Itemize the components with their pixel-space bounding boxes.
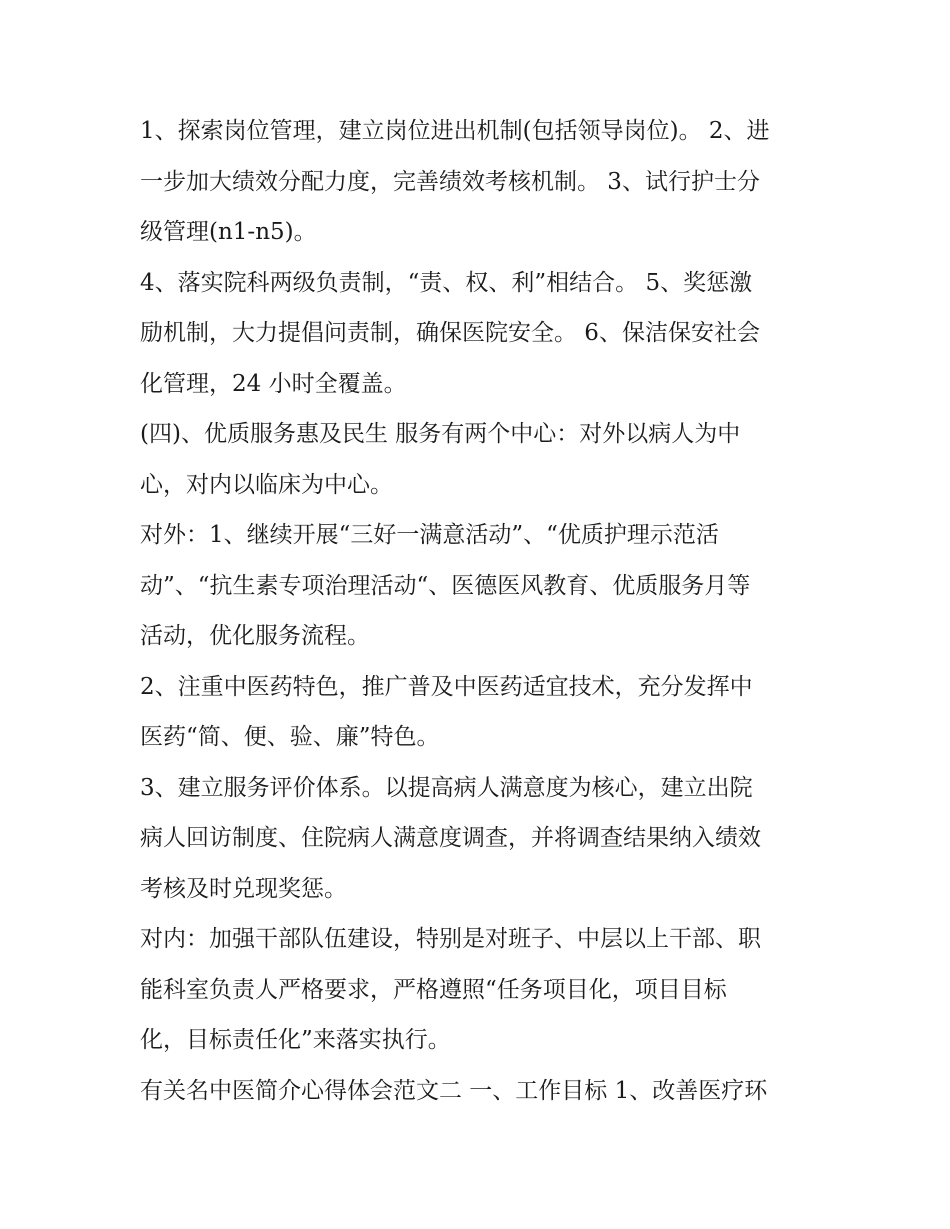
text-line: 4、落实院科两级负责制，“责、权、利”相结合。 5、奖惩激	[140, 269, 753, 296]
text-line: 对内：加强干部队伍建设，特别是对班子、中层以上干部、职	[140, 926, 761, 952]
text-line: 活动，优化服务流程。	[140, 623, 370, 649]
text-line: 化，目标责任化”来落实执行。	[140, 1027, 451, 1053]
text-line: 3、建立服务评价体系。以提高病人满意度为核心，建立出院	[140, 774, 753, 801]
body-text	[140, 106, 820, 1116]
text-line: 1、探索岗位管理，建立岗位进出机制(包括领导岗位)。 2、进	[140, 118, 770, 144]
text-line: 励机制，大力提倡问责制，确保医院安全。 6、保洁保安社会	[140, 320, 760, 346]
text-line: 2、注重中医药特色，推广普及中医药适宜技术，充分发挥中	[140, 673, 753, 700]
text-line: 化管理，24 小时全覆盖。	[140, 370, 407, 397]
text-line: 动”、“抗生素专项治理活动“、医德医风教育、优质服务月等	[140, 572, 751, 599]
text-line: (四)、优质服务惠及民生 服务有两个中心：对外以病人为中	[140, 421, 741, 447]
text-line: 考核及时兑现奖惩。	[140, 875, 347, 902]
text-line: 能科室负责人严格要求，严格遵照“任务项目化，项目目标	[140, 976, 727, 1003]
text-line: 病人回访制度、住院病人满意度调查，并将调查结果纳入绩效	[140, 825, 761, 851]
text-line: 有关名中医简介心得体会范文二 一、工作目标 1、改善医疗环	[140, 1077, 768, 1104]
text-line: 医药“简、便、验、廉”特色。	[140, 724, 440, 750]
text-line: 一步加大绩效分配力度，完善绩效考核机制。 3、试行护士分	[140, 168, 760, 195]
text-line: 级管理(n1-n5)。	[140, 219, 317, 245]
text-line: 心，对内以临床为中心。	[140, 471, 393, 498]
text-line: 对外：1、继续开展“三好一满意活动”、“优质护理示范活	[140, 522, 719, 548]
